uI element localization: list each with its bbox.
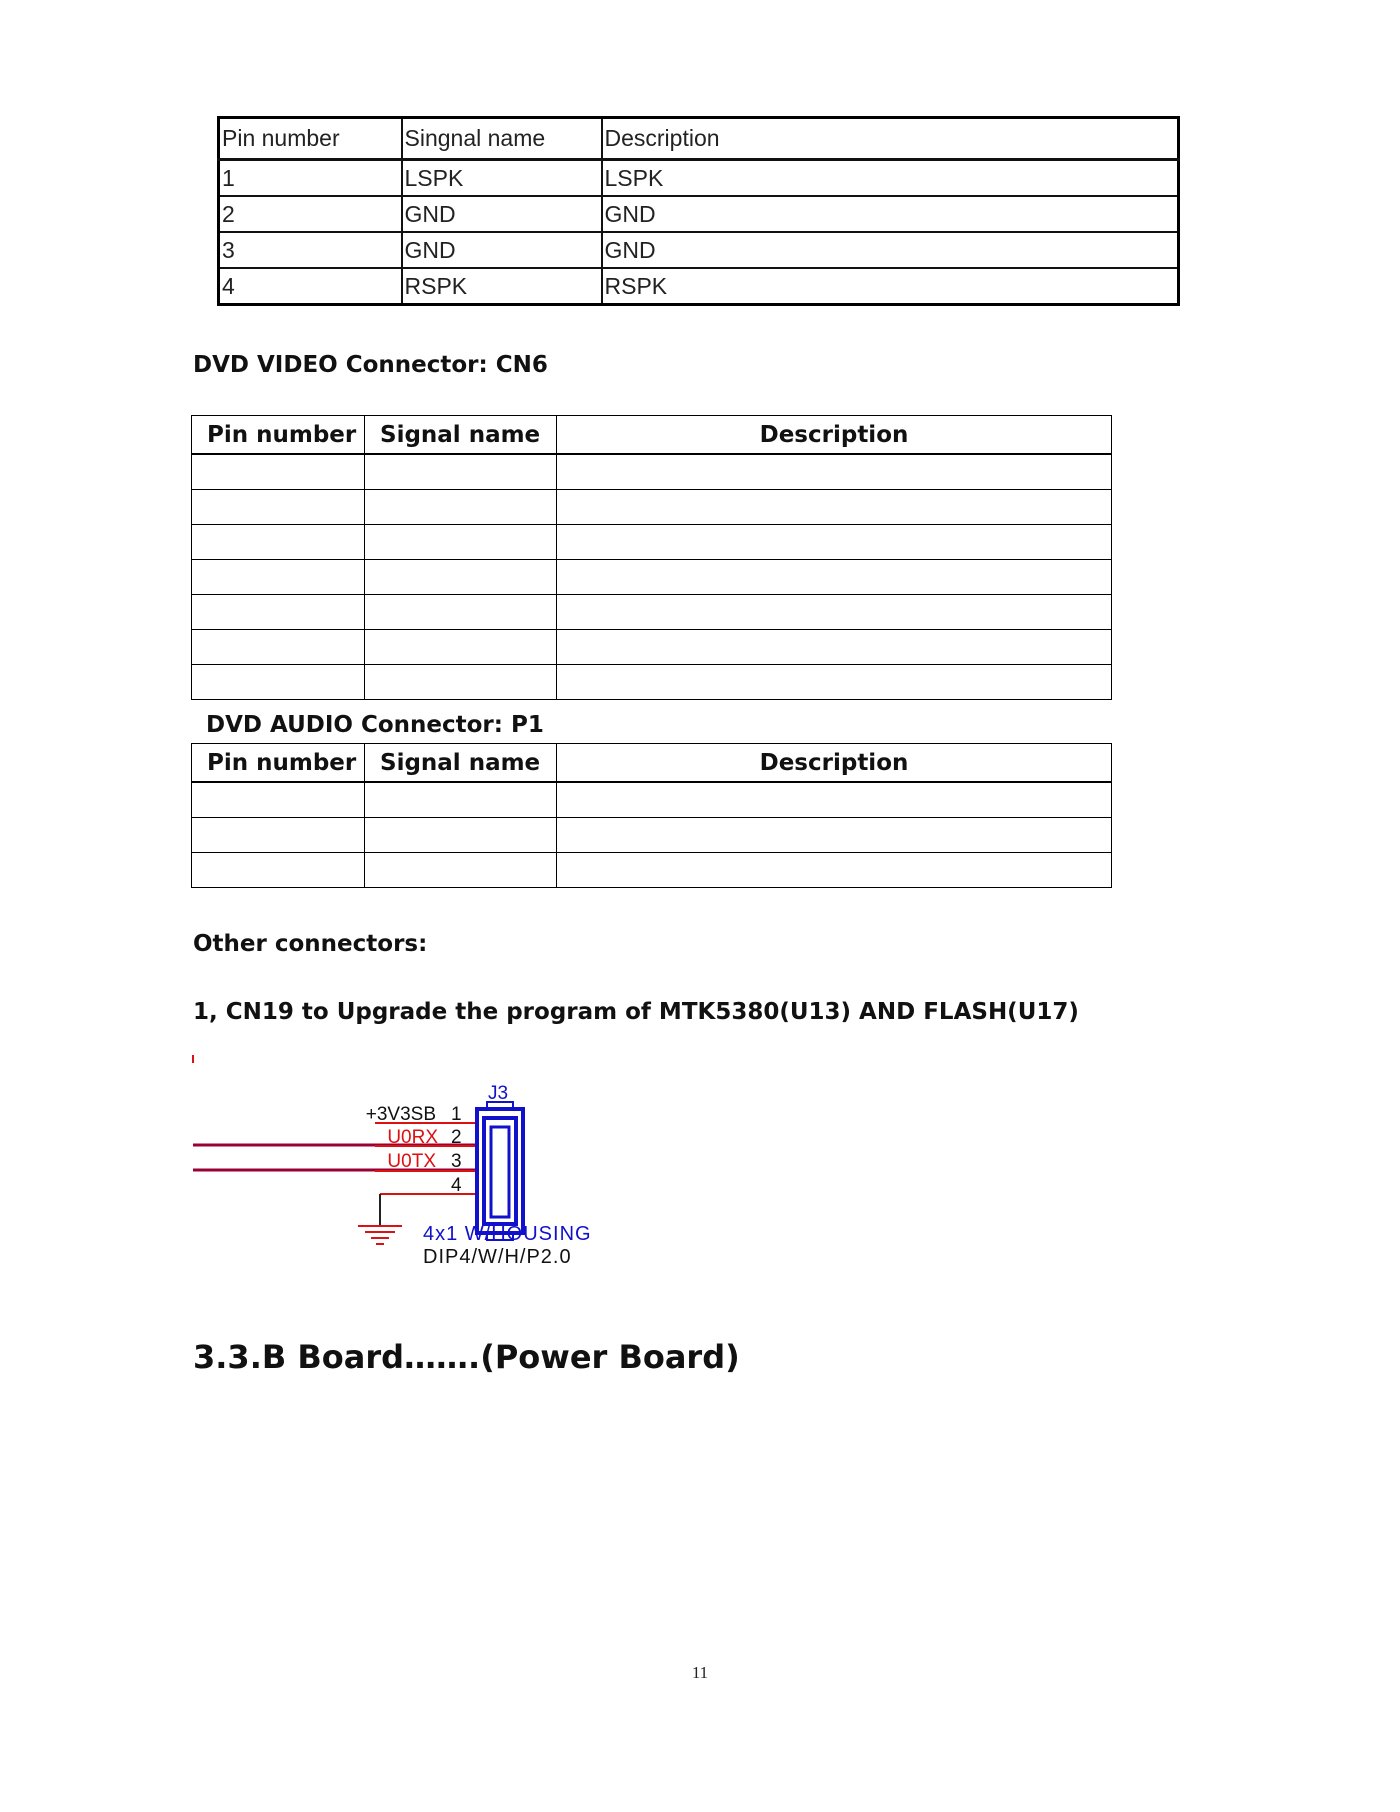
table-row <box>192 665 1112 700</box>
audio-connector-heading: DVD AUDIO Connector: P1 <box>206 712 544 738</box>
table-cell <box>192 454 365 490</box>
pin-number-4: 4 <box>451 1175 462 1196</box>
table-cell <box>365 595 557 630</box>
table-cell: 3 <box>219 232 402 268</box>
table-cell <box>365 490 557 525</box>
header-cell: Signal name <box>365 744 557 783</box>
table-cell <box>365 630 557 665</box>
table-header-row <box>192 744 1112 783</box>
table-cell <box>557 454 1112 490</box>
header-cell: Pin number <box>219 118 402 160</box>
table-cell: GND <box>602 232 1179 268</box>
section-heading: 3.3.B Board…….(Power Board) <box>193 1338 740 1376</box>
part-footprint: DIP4/W/H/P2.0 <box>423 1246 572 1268</box>
header-cell: Description <box>557 744 1112 783</box>
net-label-3v3sb: +3V3SB <box>365 1104 436 1125</box>
table-cell <box>192 525 365 560</box>
table-row <box>219 232 1179 268</box>
connector-ref: J3 <box>488 1083 509 1104</box>
other-connectors-heading: Other connectors: <box>193 931 428 957</box>
table-cell <box>557 782 1112 818</box>
page-number: 11 <box>691 1663 709 1682</box>
net-label-u0tx: U0TX <box>387 1151 436 1172</box>
header-cell: Description <box>557 416 1112 455</box>
part-value: 4x1 W/HOUSING <box>423 1223 592 1245</box>
table-row <box>192 853 1112 888</box>
table-cell <box>192 490 365 525</box>
table-cell <box>365 818 557 853</box>
table-row <box>219 196 1179 232</box>
table-row <box>192 454 1112 490</box>
video-pin-table <box>191 415 1112 700</box>
table-cell: 1 <box>219 160 402 197</box>
header-cell: Singnal name <box>402 118 602 160</box>
table-row <box>192 560 1112 595</box>
connector-schematic <box>185 1045 665 1270</box>
speaker-pin-table <box>217 116 1180 306</box>
cn19-heading: 1, CN19 to Upgrade the program of MTK5380(U13) AND FLASH(U17) <box>193 999 1079 1025</box>
table-cell <box>192 782 365 818</box>
net-label-u0rx: U0RX <box>387 1127 438 1148</box>
pin-number-1: 1 <box>451 1104 462 1125</box>
table-row <box>192 630 1112 665</box>
table-cell: RSPK <box>402 268 602 305</box>
table-cell: GND <box>402 232 602 268</box>
header-cell: Description <box>602 118 1179 160</box>
connector-key <box>491 1127 509 1217</box>
table-cell <box>557 490 1112 525</box>
pin-number-3: 3 <box>451 1151 462 1172</box>
table-cell: GND <box>602 196 1179 232</box>
table-row <box>192 595 1112 630</box>
table-row <box>219 160 1179 197</box>
table-cell <box>192 630 365 665</box>
pin-number-2: 2 <box>451 1127 462 1148</box>
table-cell <box>557 665 1112 700</box>
table-cell <box>557 818 1112 853</box>
video-connector-heading: DVD VIDEO Connector: CN6 <box>193 352 548 378</box>
stray-mark <box>192 1055 194 1063</box>
table-cell <box>192 853 365 888</box>
table-header-row <box>192 416 1112 455</box>
table-row <box>192 490 1112 525</box>
audio-pin-table <box>191 743 1112 888</box>
table-cell: 2 <box>219 196 402 232</box>
table-cell <box>365 560 557 595</box>
table-cell <box>192 665 365 700</box>
table-cell <box>557 595 1112 630</box>
table-row <box>192 782 1112 818</box>
header-cell: Signal name <box>365 416 557 455</box>
table-cell <box>365 665 557 700</box>
table-cell <box>557 630 1112 665</box>
table-cell: LSPK <box>402 160 602 197</box>
header-cell: Pin number <box>192 744 365 783</box>
header-cell: Pin number <box>192 416 365 455</box>
table-cell <box>365 525 557 560</box>
table-cell <box>557 525 1112 560</box>
table-cell: GND <box>402 196 602 232</box>
table-cell <box>192 595 365 630</box>
table-cell <box>557 853 1112 888</box>
table-row <box>219 268 1179 305</box>
table-cell: 4 <box>219 268 402 305</box>
table-cell: LSPK <box>602 160 1179 197</box>
table-cell <box>192 560 365 595</box>
table-row <box>192 525 1112 560</box>
table-cell <box>365 454 557 490</box>
table-cell <box>192 818 365 853</box>
table-cell: RSPK <box>602 268 1179 305</box>
table-row <box>192 818 1112 853</box>
table-cell <box>365 853 557 888</box>
table-header-row <box>219 118 1179 160</box>
table-cell <box>557 560 1112 595</box>
table-cell <box>365 782 557 818</box>
connector-inner <box>484 1118 516 1224</box>
